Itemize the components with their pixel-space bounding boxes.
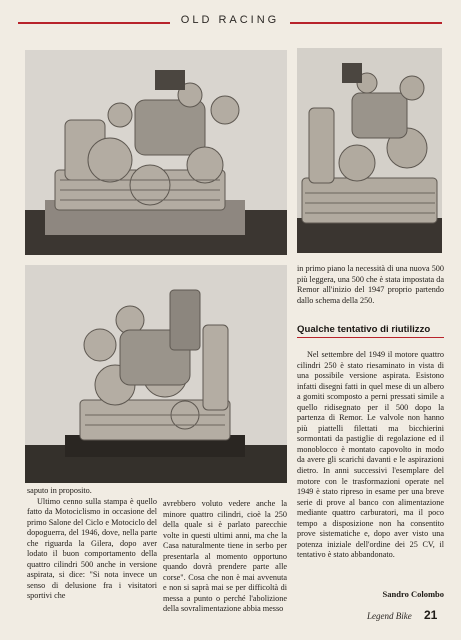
header-rule-left [18,22,170,24]
column-1-paragraph: Ultimo cenno sulla stampa è quello fatto da Motociclismo in occasione del primo Salone del Ciclo e Motociclo del dopoguerra, del 1946, dove, nella parte che riguarda la Gilera, dopo aver lodato il buon comportamento della quattro cilindri 500 anche in versione aspirata, si dice: "Si nota invece un senso di delusione fra i visitatori sportivi che [27,496,157,601]
running-header [0,0,461,38]
article-column-2 [163,499,287,615]
column-3-paragraph: in primo piano la necessità di una nuova 500 più leggera, una 500 che è stata impostata da Remor all'inizio del 1947 proprio partendo dallo schema della 250. [297,264,444,305]
article-column-3-continued [297,350,444,561]
section-heading: Qualche tentativo di riutilizzo [297,324,444,338]
column-1-lead: saputo in proposito. [27,486,92,495]
section-title: OLD RACING [180,14,280,26]
magazine-brand: Legend Bike [367,611,412,621]
column-3b-paragraph: Nel settembre del 1949 il motore quattro cilindri 250 è stato riesaminato in vista di una possibile versione aspirata. Esistono infatti disegni fatti in quel mese di un albero a gomiti scomposto a perni pressati simile a quello ridisegnato per il 500 dopo la partenza di Remor. Le valvole non hanno più piattelli filettati ma bicchierini sormontati da pastiglie di regolazione ed il monoblocco è montato capovolto in modo da avere gli scarichi davanti e le aspirazioni dietro. In anni successivi l'esemplare del motore con le trasformazioni operate nel 1949 è stato ripreso in esame per una breve serie di prove al banco con alimentazione mediante quattro carburatori, ma il poco tempo a disposizione non ha consentito prove sistematiche e, dopo aver visto una potenza iniziale dell'ordine dei 25 CV, il tentativo è stato abbandonato. [297,350,444,560]
engine-photo-front [25,50,287,255]
author-byline: Sandro Colombo [382,589,444,599]
engine-photo-rear [297,48,442,253]
engine-photo-side [25,265,287,483]
column-2-paragraph: avrebbero voluto vedere anche la minore quattro cilindri, cioè la 250 della quale si è parlato parecchie volte in questi ultimi anni, ma che la Casa naturalmente tiene in serbo per presentarla al momento opportuno quando dovrà prendere parte alle corse". Cosa che non è mai avvenuta e non si saprà mai se per difficoltà di messa a punto o perché l'abolizione della sovralimentazione abbia messo [163,499,287,614]
page-number: 21 [424,608,438,622]
header-rule-right [290,22,442,24]
article-column-1 [27,486,157,602]
article-column-3 [297,264,444,306]
